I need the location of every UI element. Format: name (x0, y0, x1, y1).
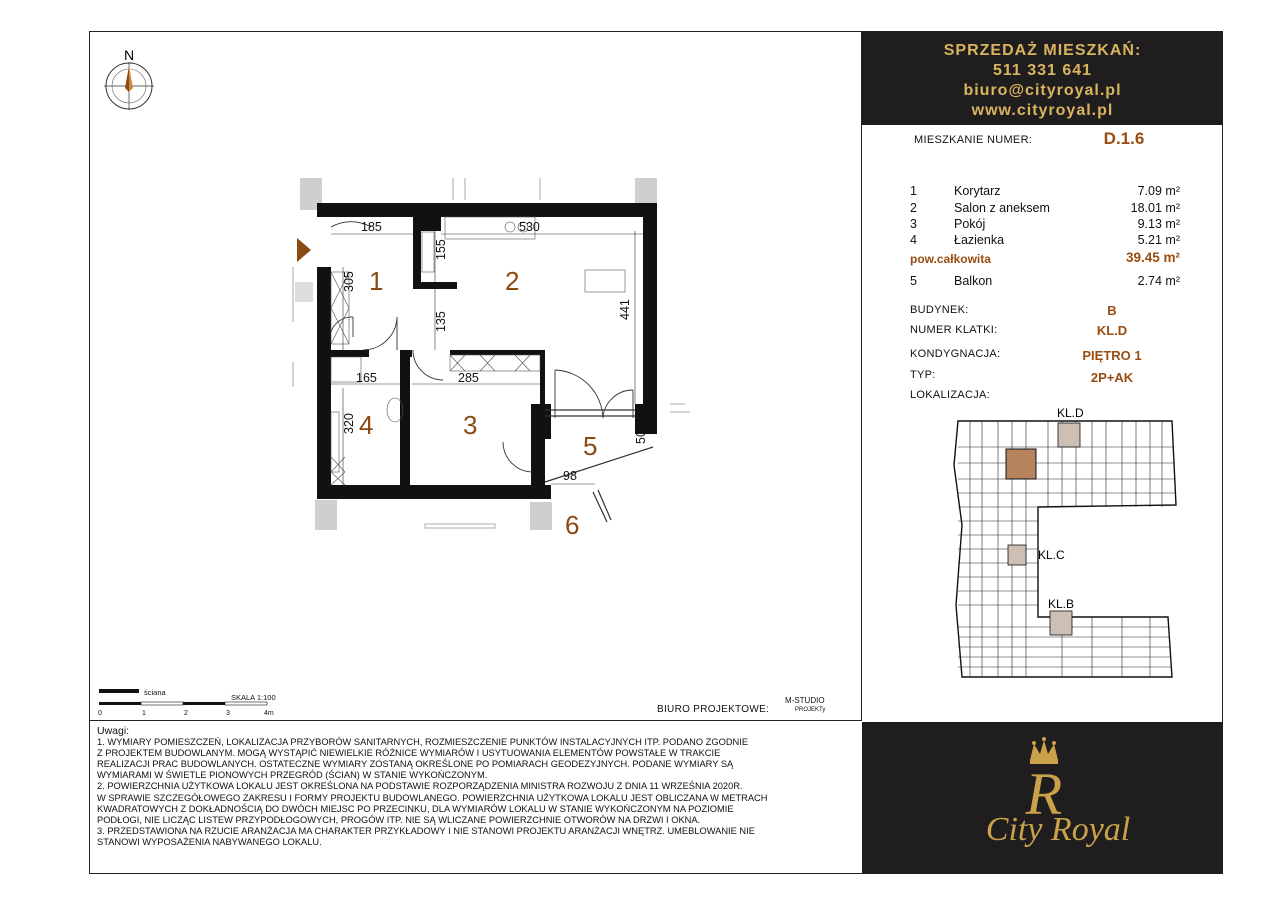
north-label: N (123, 47, 135, 63)
brand-logo-box (862, 722, 1223, 874)
room-row-area: 18.01 m² (1130, 201, 1180, 215)
contact-header (862, 31, 1223, 125)
scale-tick-1: 1 (142, 710, 146, 717)
entrance-marker (297, 238, 311, 262)
room-row-area: 9.13 m² (1137, 217, 1180, 231)
contact-website[interactable]: www.cityroyal.pl (971, 102, 1114, 119)
room-row-name: Pokój (954, 217, 986, 231)
apartment-number: D.1.6 (1103, 129, 1145, 148)
notes-line: STANOWI WYPOSAŻENIA NABYWANEGO LOKALU. (97, 836, 322, 847)
brand-name: City Royal (985, 811, 1131, 848)
building-label: BUDYNEK: (910, 304, 969, 316)
studio-name: M-STUDIO (785, 696, 825, 705)
room-row-area: 7.09 m² (1137, 184, 1180, 198)
dim-285: 285 (458, 371, 479, 385)
dim-441: 441 (618, 299, 632, 320)
crown-icon (1030, 737, 1058, 764)
total-area-label: pow.całkowita (910, 252, 991, 266)
notes-line: 1. WYMIARY POMIESZCZEŃ, LOKALIZACJA PRZYBORÓW SANITARNYCH, ROZMIESZCZENIE PUNKTÓW INSTALACYJNYCH ITP. PODANO ZGODNIE (97, 737, 749, 748)
notes-title: Uwagi: (97, 725, 130, 737)
floor-label: KONDYGNACJA: (910, 348, 1001, 360)
studio-label: BIURO PROJEKTOWE: (657, 704, 770, 715)
location-label-kl-d: KL.D (1057, 406, 1084, 420)
scale-tick-2: 2 (184, 710, 188, 717)
dim-155: 155 (434, 239, 448, 260)
room-number-2: 2 (505, 266, 520, 296)
building-value: B (1107, 303, 1117, 318)
contact-title: SPRZEDAŻ MIESZKAŃ: (943, 42, 1142, 59)
room-row-name: Salon z aneksem (954, 201, 1050, 215)
dim-98: 98 (563, 469, 577, 483)
notes-line: W SPRAWIE SZCZEGÓŁOWEGO ZAKRESU I FORMY PROJEKTU BUDOWLANEGO. POWIERZCHNIA UŻYTKOWA LOKALU JEST OBLICZANA W METRACH (97, 792, 768, 803)
north-arrow (98, 44, 160, 120)
room-number-4: 4 (359, 410, 374, 440)
dim-135: 135 (434, 311, 448, 332)
room-number-6: 6 (565, 510, 580, 540)
room-number-5: 5 (583, 431, 598, 461)
room-row-num: 1 (910, 184, 917, 198)
room-row-num: 3 (910, 217, 917, 231)
room-row-name: Korytarz (954, 184, 1001, 198)
dim-530: 530 (519, 220, 540, 234)
type-label: TYP: (910, 369, 936, 381)
room-row-name: Łazienka (954, 233, 1005, 247)
notes-line: KWADRATOWYCH Z DOKŁADNOŚCIĄ DO DWÓCH MIEJSC PO PRZECINKU, DLA WYMIARÓW LOKALU W STANIE WYKOŃCZONYM NA POZIOMIE (97, 803, 734, 814)
dim-165: 165 (356, 371, 377, 385)
floor-plan (285, 172, 725, 542)
scale-tick-0: 0 (98, 710, 102, 717)
floor-value: PIĘTRO 1 (1082, 348, 1142, 363)
notes-line: 3. PRZEDSTAWIONA NA RZUCIE ARANŻACJA MA CHARAKTER PRZYKŁADOWY I NIE STANOWI PROJEKTU ARANŻACJI WNĘTRZ. UMEBLOWANIE NIE (97, 825, 755, 836)
room-number-1: 1 (369, 266, 384, 296)
room-number-3: 3 (463, 410, 478, 440)
apartment-number-label: MIESZKANIE NUMER: (914, 134, 1033, 146)
stairwell-label: NUMER KLATKI: (910, 324, 998, 336)
dim-50: 50 (634, 430, 648, 444)
total-area-value: 39.45 m² (1125, 250, 1180, 265)
balcony-row-area: 2.74 m² (1137, 274, 1180, 288)
highlighted-apartment (1006, 449, 1036, 479)
balcony-row-name: Balkon (954, 274, 993, 288)
scale-bar (96, 686, 286, 718)
dim-305: 305 (342, 271, 356, 292)
notes-line: PODŁOGI, NIE LICZĄC LISTEW PRZYPODŁOGOWYCH, PROGÓW ITP. NIE SĄ WLICZANE POWIERZCHNIE OTWORÓW NA DRZWI I OKNA. (97, 814, 701, 825)
brand-monogram: R (1025, 761, 1063, 827)
brand-logo (862, 722, 1223, 874)
scale-label: SKALA 1:100 (231, 693, 276, 702)
apartment-info (862, 125, 1223, 722)
room-row-num: 4 (910, 233, 917, 247)
dim-320: 320 (342, 413, 356, 434)
notes-line: WYMIARAMI W ŚWIETLE PIONOWYCH PRZEGRÓD (ŚCIAN) W STANIE WYKOŃCZONYM. (97, 770, 488, 781)
scale-tick-3: 3 (226, 710, 230, 717)
balcony-row-num: 5 (910, 274, 917, 288)
type-value: 2P+AK (1090, 370, 1134, 385)
location-map (942, 405, 1182, 687)
notes-line: REALIZACJI PRAC BUDOWLANYCH. OSTATECZNE WYMIARY ZOSTANĄ OKREŚLONE PO POMIARACH GEODEZYJNYCH. PODANE WYMIARY SĄ (97, 759, 734, 770)
location-label: LOKALIZACJA: (910, 389, 991, 401)
contact-email[interactable]: biuro@cityroyal.pl (963, 82, 1122, 99)
location-label-kl-b: KL.B (1048, 597, 1075, 611)
notes-section (89, 720, 862, 874)
studio-credit (655, 698, 855, 718)
room-row-area: 5.21 m² (1137, 233, 1180, 247)
room-row-num: 2 (910, 201, 917, 215)
contact-phone[interactable]: 511 331 641 (992, 62, 1093, 79)
location-label-kl-c: KL.C (1038, 548, 1065, 562)
dim-185: 185 (361, 220, 382, 234)
scale-tick-4: 4m (264, 710, 274, 717)
studio-sub: PROJEKTy (795, 707, 826, 713)
wall-legend: ściana (144, 688, 166, 697)
stairwell-value: KL.D (1096, 323, 1128, 338)
notes-line: 2. POWIERZCHNIA UŻYTKOWA LOKALU JEST OKREŚLONA NA PODSTAWIE ROZPORZĄDZENIA MINISTRA ROZWOJU Z DNIA 11 WRZEŚNIA 2020R. (97, 781, 743, 792)
notes-line: Z PROJEKTEM BUDOWLANYM. MOGĄ WYSTĄPIĆ NIEWIELKIE RÓŻNICE WYMIARÓW I USYTUOWANIA ELEMENTÓW POWSTAŁE W TRAKCIE (97, 748, 721, 759)
